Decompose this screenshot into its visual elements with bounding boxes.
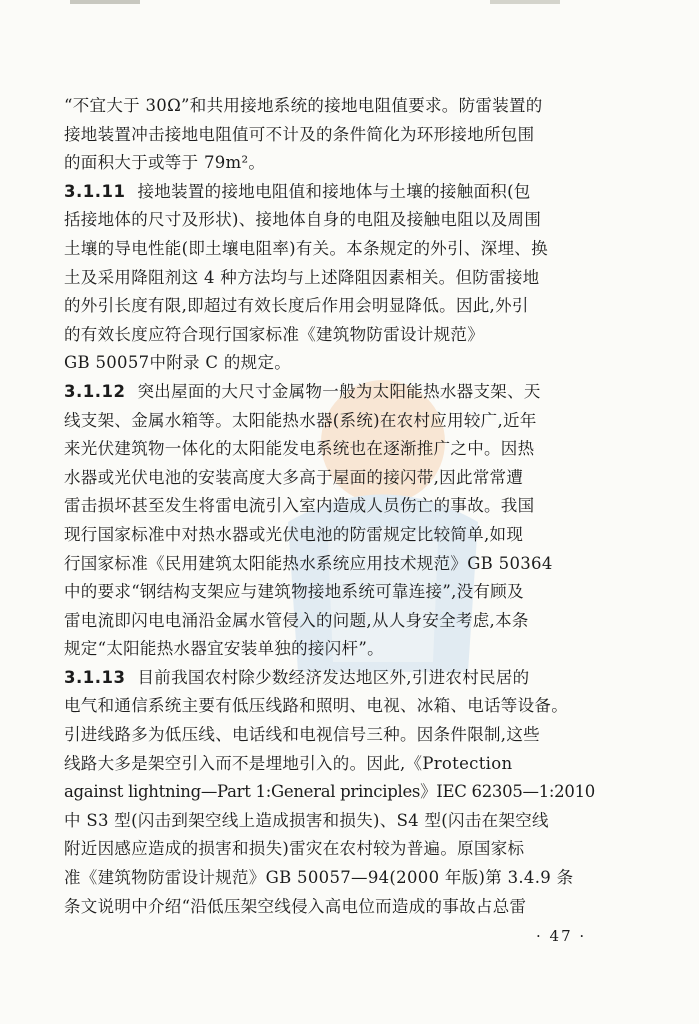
line-text: 来光伏建筑物一体化的太阳能发电系统也在逐渐推广之中。因热 bbox=[64, 439, 535, 459]
text-line bbox=[64, 121, 600, 150]
paragraph bbox=[64, 92, 600, 178]
line-text: GB 50057中附录 C 的规定。 bbox=[64, 353, 292, 373]
clause-number: 3.1.11 bbox=[64, 181, 126, 201]
paragraph bbox=[64, 378, 600, 664]
line-text: 的有效长度应符合现行国家标准《建筑物防雷设计规范》 bbox=[64, 324, 484, 344]
line-text: 雷电流即闪电电涌沿金属水管侵入的问题,从人身安全考虑,本条 bbox=[64, 610, 529, 630]
scan-mark bbox=[70, 0, 140, 4]
text-line bbox=[64, 235, 600, 264]
text-line bbox=[64, 893, 600, 922]
line-text: 的外引长度有限,即超过有效长度后作用会明显降低。因此,外引 bbox=[64, 296, 529, 316]
text-line bbox=[64, 349, 600, 378]
line-text: 电气和通信系统主要有低压线路和照明、电视、冰箱、电话等设备。 bbox=[64, 696, 568, 716]
text-line bbox=[64, 778, 600, 807]
line-text: 接地装置的接地电阻值和接地体与土壤的接触面积(包 bbox=[137, 181, 531, 201]
text-line bbox=[64, 835, 600, 864]
clause-number: 3.1.13 bbox=[64, 667, 126, 687]
text-line bbox=[64, 435, 600, 464]
paragraph bbox=[64, 178, 600, 378]
text-line bbox=[64, 464, 600, 493]
line-text: 目前我国农村除少数经济发达地区外,引进农村民居的 bbox=[137, 667, 530, 687]
body-text bbox=[64, 92, 600, 921]
text-line bbox=[64, 264, 600, 293]
text-line bbox=[64, 807, 600, 836]
text-line bbox=[64, 635, 600, 664]
line-text: 中的要求“钢结构支架应与建筑物接地系统可靠连接”,没有顾及 bbox=[64, 582, 524, 602]
line-text: 土及采用降阻剂这 4 种方法均与上述降阻因素相关。但防雷接地 bbox=[64, 267, 540, 287]
line-text: 引进线路多为低压线、电话线和电视信号三种。因条件限制,这些 bbox=[64, 725, 540, 745]
text-line bbox=[64, 407, 600, 436]
text-line bbox=[64, 692, 600, 721]
line-text: 的面积大于或等于 79m²。 bbox=[64, 153, 266, 173]
text-line bbox=[64, 721, 600, 750]
clause-number: 3.1.12 bbox=[64, 381, 126, 401]
line-text: 线路大多是架空引入而不是埋地引入的。因此,《Protection bbox=[64, 753, 513, 773]
paragraph bbox=[64, 664, 600, 921]
line-text: 中 S3 型(闪击到架空线上造成损害和损失)、S4 型(闪击在架空线 bbox=[64, 810, 549, 830]
text-line bbox=[64, 178, 600, 207]
line-text: 水器或光伏电池的安装高度大多高于屋面的接闪带,因此常常遭 bbox=[64, 467, 524, 487]
line-text: against lightning—Part 1:General principles》IEC 62305—1:2010 bbox=[64, 782, 595, 802]
line-text: 准《建筑物防雷设计规范》GB 50057—94(2000 年版)第 3.4.9 条 bbox=[64, 868, 574, 888]
text-line bbox=[64, 492, 600, 521]
line-text: 括接地体的尺寸及形状)、接地体自身的电阻及接触电阻以及周围 bbox=[64, 210, 542, 230]
line-text: 条文说明中介绍“沿低压架空线侵入高电位而造成的事故占总雷 bbox=[64, 896, 527, 916]
line-text: “不宜大于 30Ω”和共用接地系统的接地电阻值要求。防雷装置的 bbox=[64, 96, 543, 115]
line-text: 突出屋面的大尺寸金属物一般为太阳能热水器支架、天 bbox=[137, 381, 541, 401]
page-number: · 47 · bbox=[536, 927, 587, 945]
line-text: 附近因感应造成的损害和损失)雷灾在农村较为普遍。原国家标 bbox=[64, 839, 525, 859]
line-text: 雷击损坏甚至发生将雷电流引入室内造成人员伤亡的事故。我国 bbox=[64, 496, 535, 516]
line-text: 线支架、金属水箱等。太阳能热水器(系统)在农村应用较广,近年 bbox=[64, 410, 537, 430]
scan-mark bbox=[490, 0, 560, 4]
text-line bbox=[64, 378, 600, 407]
text-line bbox=[64, 864, 600, 893]
text-line bbox=[64, 149, 600, 178]
line-text: 土壤的导电性能(即土壤电阻率)有关。本条规定的外引、深埋、换 bbox=[64, 238, 548, 258]
text-line bbox=[64, 521, 600, 550]
text-line bbox=[64, 206, 600, 235]
text-line bbox=[64, 578, 600, 607]
text-line bbox=[64, 607, 600, 636]
text-line bbox=[64, 292, 600, 321]
text-line bbox=[64, 92, 600, 121]
text-line bbox=[64, 664, 600, 693]
line-text: 现行国家标准中对热水器或光伏电池的防雷规定比较简单,如现 bbox=[64, 524, 524, 544]
text-line bbox=[64, 321, 600, 350]
text-line bbox=[64, 750, 600, 779]
line-text: 接地装置冲击接地电阻值可不计及的条件简化为环形接地所包围 bbox=[64, 124, 535, 144]
line-text: 规定“太阳能热水器宜安装单独的接闪杆”。 bbox=[64, 639, 384, 659]
text-line bbox=[64, 550, 600, 579]
line-text: 行国家标准《民用建筑太阳能热水系统应用技术规范》GB 50364 bbox=[64, 553, 553, 573]
